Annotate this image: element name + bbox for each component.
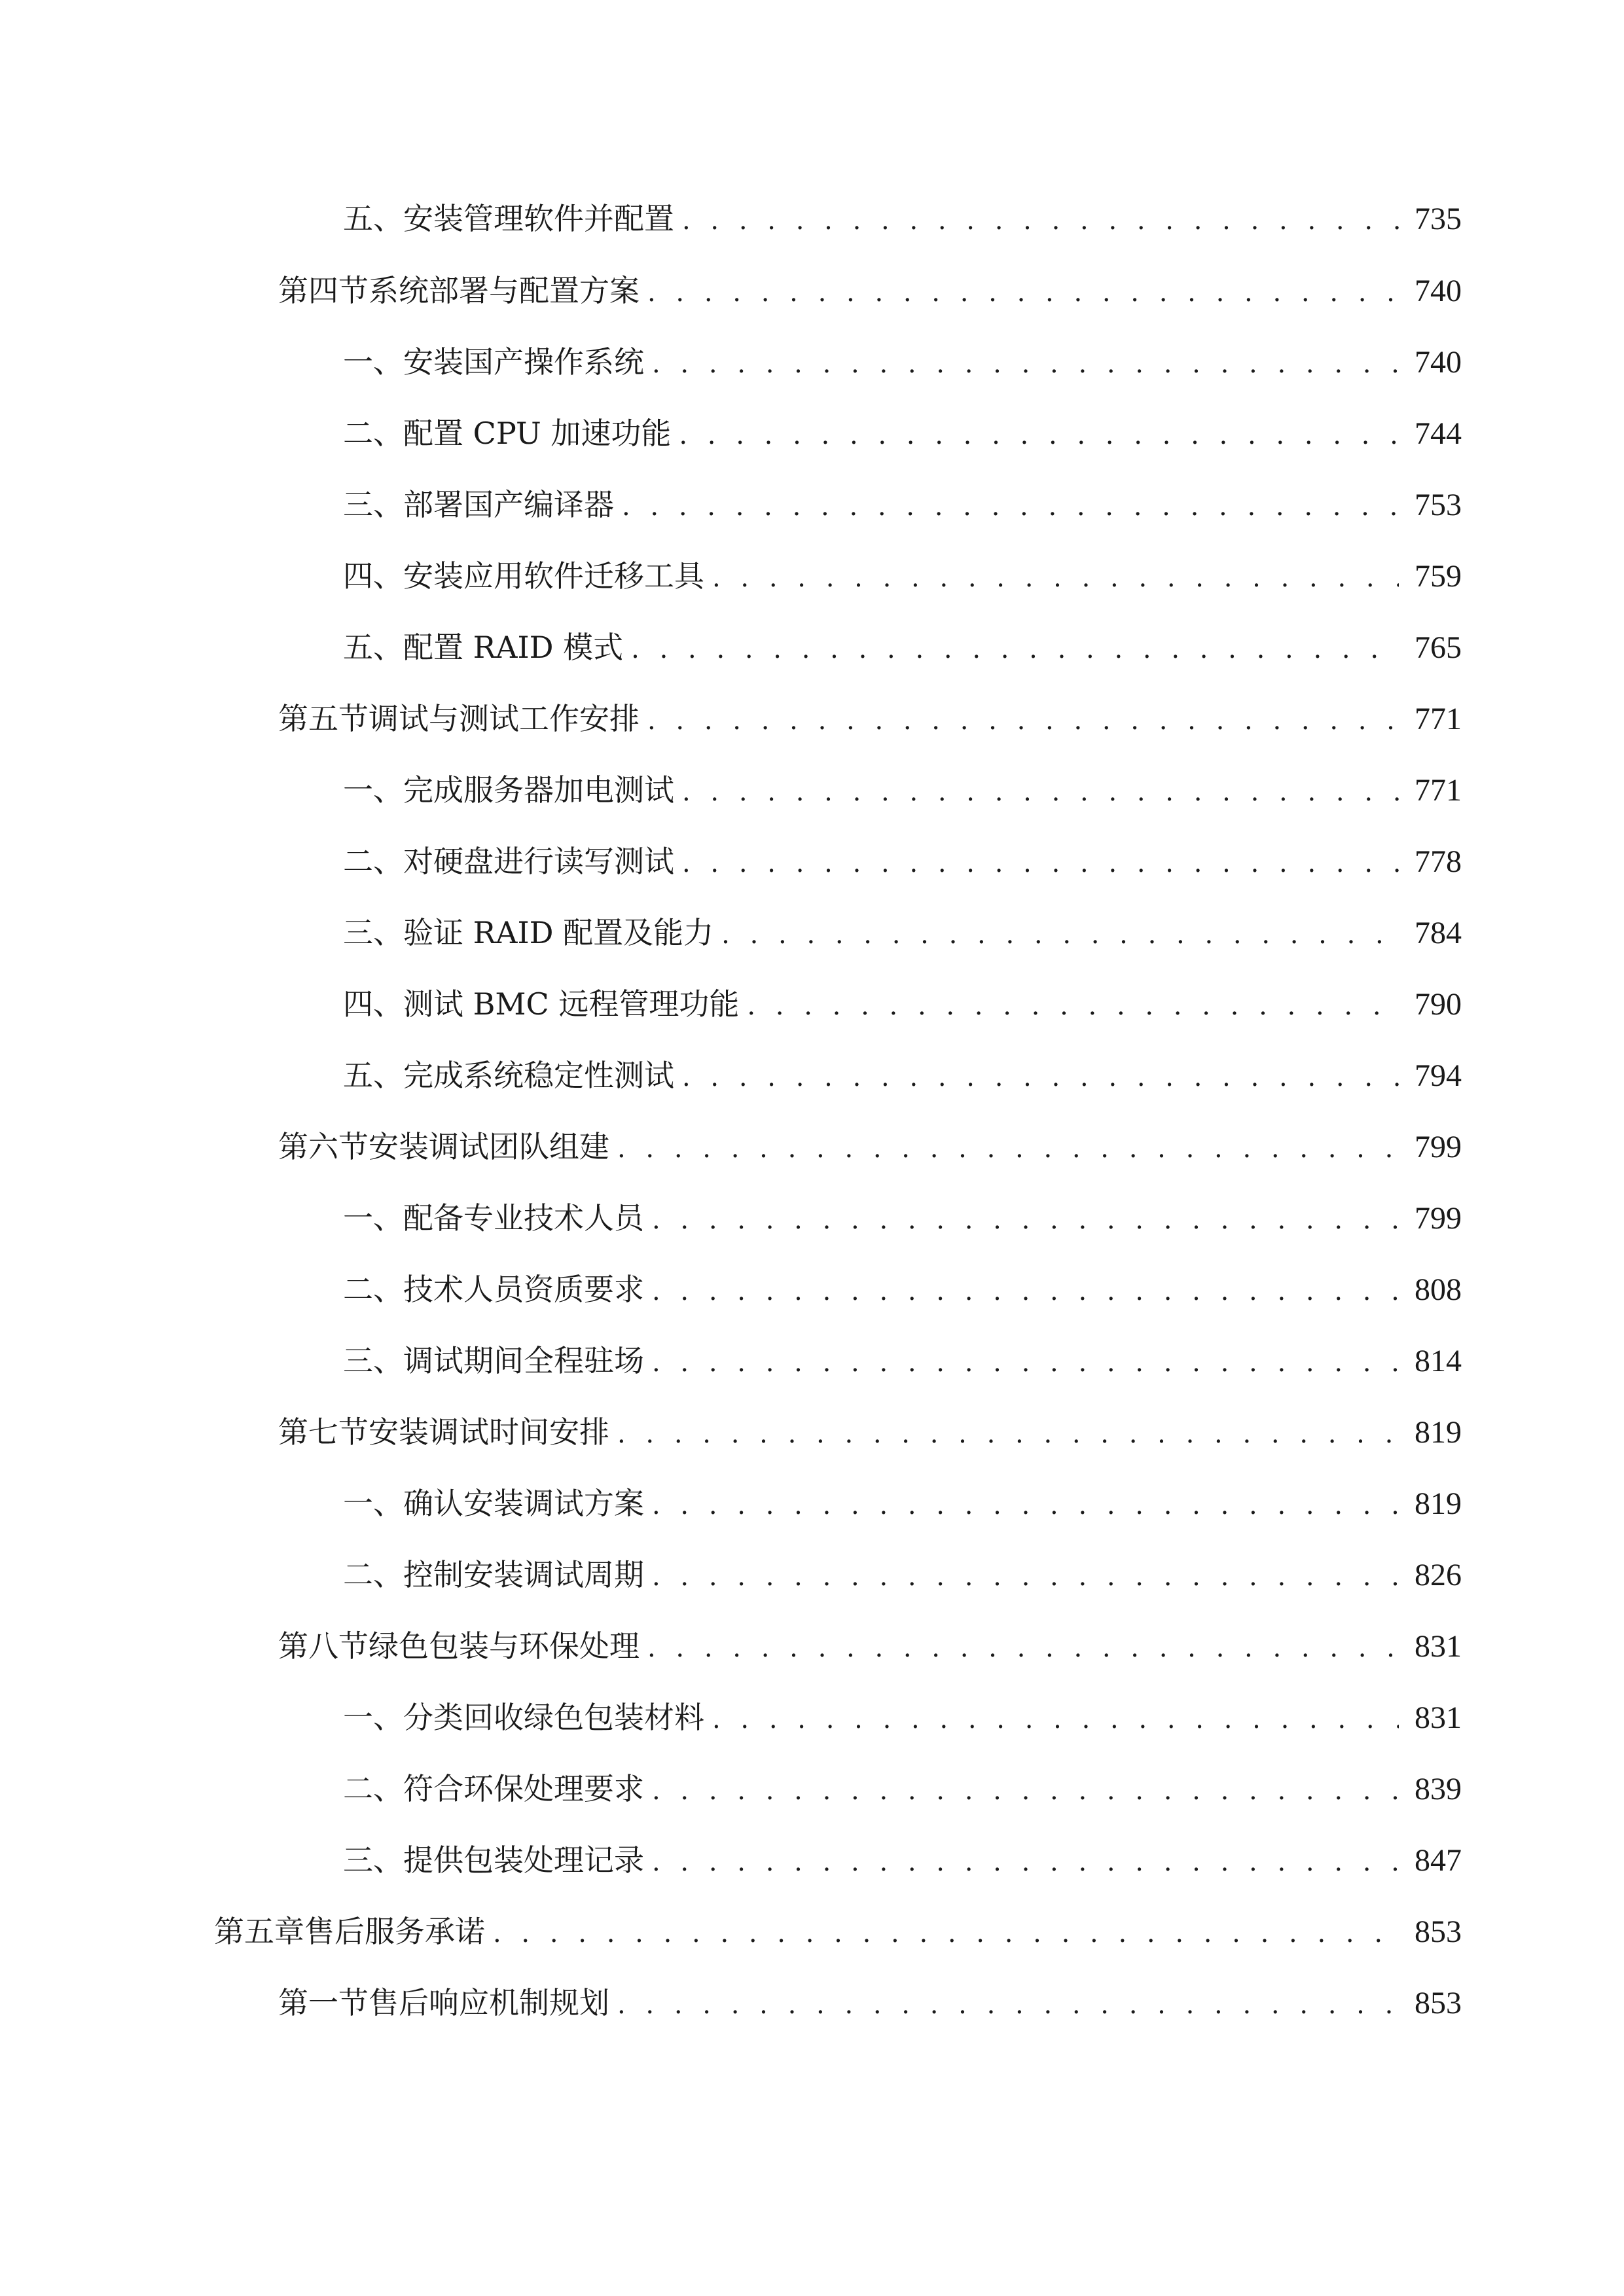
entry-number: 二、 bbox=[343, 1557, 403, 1592]
toc-entry[interactable] bbox=[343, 1763, 1462, 1815]
toc-entry[interactable] bbox=[278, 1121, 1462, 1173]
entry-number: 第一节 bbox=[278, 1985, 369, 2020]
entry-title: 安装国产操作系统 bbox=[403, 344, 644, 380]
entry-number: 五、 bbox=[343, 1058, 403, 1093]
dot-leader bbox=[652, 1765, 1399, 1817]
dot-leader bbox=[682, 1051, 1399, 1103]
dot-leader bbox=[682, 766, 1399, 818]
entry-number: 第七节 bbox=[278, 1414, 369, 1450]
entry-number: 五、 bbox=[343, 201, 403, 236]
entry-page-number: 740 bbox=[1415, 274, 1462, 308]
entry-page-number: 819 bbox=[1415, 1415, 1462, 1450]
toc-entry[interactable] bbox=[278, 1620, 1462, 1672]
entry-number: 第五节 bbox=[278, 701, 369, 736]
entry-page-number: 839 bbox=[1415, 1772, 1462, 1806]
toc-entry[interactable] bbox=[343, 978, 1462, 1030]
dot-leader bbox=[652, 1336, 1399, 1389]
entry-title: 分类回收绿色包装材料 bbox=[403, 1700, 704, 1735]
entry-number: 三、 bbox=[343, 915, 403, 950]
dot-leader bbox=[631, 623, 1399, 675]
entry-title: 售后响应机制规划 bbox=[369, 1985, 609, 2020]
toc-entry[interactable] bbox=[343, 1477, 1462, 1530]
entry-title: 调试期间全程驻场 bbox=[403, 1343, 644, 1378]
dot-leader bbox=[652, 1194, 1399, 1246]
toc-entry[interactable] bbox=[278, 1406, 1462, 1458]
entry-number: 一、 bbox=[343, 344, 403, 380]
dot-leader bbox=[682, 194, 1399, 247]
entry-number: 二、 bbox=[343, 1272, 403, 1307]
toc-entry[interactable] bbox=[343, 764, 1462, 816]
entry-number: 三、 bbox=[343, 1343, 403, 1378]
entry-title: 调试与测试工作安排 bbox=[369, 701, 640, 736]
entry-page-number: 799 bbox=[1415, 1130, 1462, 1164]
toc-entry[interactable] bbox=[343, 1263, 1462, 1316]
toc-entry[interactable] bbox=[343, 1192, 1462, 1244]
dot-leader bbox=[652, 1836, 1399, 1888]
toc-entry[interactable] bbox=[343, 621, 1462, 673]
entry-page-number: 778 bbox=[1415, 844, 1462, 879]
dot-leader bbox=[712, 552, 1399, 604]
entry-title: 完成系统稳定性测试 bbox=[403, 1058, 674, 1093]
toc-entry[interactable] bbox=[343, 1549, 1462, 1601]
toc-entry[interactable] bbox=[343, 550, 1462, 602]
dot-leader bbox=[652, 1265, 1399, 1318]
entry-page-number: 744 bbox=[1415, 416, 1462, 451]
entry-page-number: 853 bbox=[1415, 1986, 1462, 2020]
toc-entry[interactable] bbox=[343, 336, 1462, 388]
entry-number: 二、 bbox=[343, 1771, 403, 1806]
dot-leader bbox=[652, 1479, 1399, 1532]
dot-leader bbox=[652, 338, 1399, 390]
entry-page-number: 808 bbox=[1415, 1272, 1462, 1307]
entry-number: 一、 bbox=[343, 1486, 403, 1521]
toc-entry[interactable] bbox=[343, 835, 1462, 888]
entry-page-number: 794 bbox=[1415, 1058, 1462, 1093]
entry-page-number: 819 bbox=[1415, 1486, 1462, 1521]
dot-leader bbox=[747, 980, 1399, 1032]
entry-title: 售后服务承诺 bbox=[304, 1914, 485, 1949]
entry-page-number: 759 bbox=[1415, 559, 1462, 594]
dot-leader bbox=[617, 1979, 1399, 2031]
entry-title: 配备专业技术人员 bbox=[403, 1200, 644, 1236]
entry-number: 第八节 bbox=[278, 1628, 369, 1664]
entry-number: 一、 bbox=[343, 772, 403, 808]
entry-page-number: 853 bbox=[1415, 1914, 1462, 1949]
dot-leader bbox=[647, 1622, 1399, 1674]
entry-page-number: 831 bbox=[1415, 1700, 1462, 1735]
entry-title: 安装调试时间安排 bbox=[369, 1414, 609, 1450]
entry-title: 验证 RAID 配置及能力 bbox=[403, 915, 714, 950]
entry-title: 配置 CPU 加速功能 bbox=[403, 416, 672, 451]
dot-leader bbox=[652, 1551, 1399, 1603]
entry-title: 安装管理软件并配置 bbox=[403, 201, 674, 236]
entry-number: 三、 bbox=[343, 487, 403, 522]
entry-title: 对硬盘进行读写测试 bbox=[403, 844, 674, 879]
dot-leader bbox=[493, 1907, 1399, 1960]
entry-title: 安装调试团队组建 bbox=[369, 1129, 609, 1164]
entry-title: 安装应用软件迁移工具 bbox=[403, 558, 704, 594]
toc-entry[interactable] bbox=[343, 1834, 1462, 1886]
toc-entry[interactable] bbox=[343, 1691, 1462, 1744]
toc-entry[interactable] bbox=[343, 192, 1462, 245]
entry-page-number: 831 bbox=[1415, 1629, 1462, 1664]
entry-number: 五、 bbox=[343, 630, 403, 665]
entry-number: 一、 bbox=[343, 1700, 403, 1735]
toc-entry[interactable] bbox=[343, 407, 1462, 459]
dot-leader bbox=[712, 1693, 1399, 1746]
dot-leader bbox=[622, 480, 1399, 533]
entry-title: 控制安装调试周期 bbox=[403, 1557, 644, 1592]
entry-title: 完成服务器加电测试 bbox=[403, 772, 674, 808]
toc-entry[interactable] bbox=[278, 264, 1462, 317]
entry-number: 第四节 bbox=[278, 273, 369, 308]
entry-number: 四、 bbox=[343, 558, 403, 594]
entry-title: 符合环保处理要求 bbox=[403, 1771, 644, 1806]
entry-page-number: 814 bbox=[1415, 1344, 1462, 1378]
dot-leader bbox=[682, 837, 1399, 889]
entry-title: 测试 BMC 远程管理功能 bbox=[403, 986, 740, 1022]
toc-entry[interactable] bbox=[214, 1905, 1462, 1958]
toc-entry[interactable] bbox=[278, 692, 1462, 745]
entry-page-number: 771 bbox=[1415, 773, 1462, 808]
dot-leader bbox=[647, 266, 1399, 319]
dot-leader bbox=[617, 1408, 1399, 1460]
toc-entry[interactable] bbox=[343, 1049, 1462, 1102]
entry-page-number: 771 bbox=[1415, 702, 1462, 736]
entry-number: 第五章 bbox=[214, 1914, 304, 1949]
entry-title: 系统部署与配置方案 bbox=[369, 273, 640, 308]
toc-entry[interactable] bbox=[278, 1977, 1462, 2029]
dot-leader bbox=[647, 694, 1399, 747]
entry-number: 第六节 bbox=[278, 1129, 369, 1164]
entry-page-number: 740 bbox=[1415, 345, 1462, 380]
dot-leader bbox=[617, 1122, 1399, 1175]
entry-number: 二、 bbox=[343, 416, 403, 451]
toc-entry[interactable] bbox=[343, 906, 1462, 959]
entry-number: 三、 bbox=[343, 1842, 403, 1878]
entry-title: 配置 RAID 模式 bbox=[403, 630, 624, 665]
dot-leader bbox=[721, 908, 1399, 961]
toc-entry[interactable] bbox=[343, 478, 1462, 531]
entry-number: 四、 bbox=[343, 986, 403, 1022]
dot-leader bbox=[679, 409, 1399, 461]
entry-number: 一、 bbox=[343, 1200, 403, 1236]
entry-title: 确认安装调试方案 bbox=[403, 1486, 644, 1521]
entry-title: 部署国产编译器 bbox=[403, 487, 614, 522]
entry-number: 二、 bbox=[343, 844, 403, 879]
entry-page-number: 826 bbox=[1415, 1558, 1462, 1592]
entry-page-number: 790 bbox=[1415, 987, 1462, 1022]
entry-title: 提供包装处理记录 bbox=[403, 1842, 644, 1878]
entry-title: 绿色包装与环保处理 bbox=[369, 1628, 640, 1664]
entry-page-number: 847 bbox=[1415, 1843, 1462, 1878]
entry-page-number: 784 bbox=[1415, 916, 1462, 950]
entry-page-number: 735 bbox=[1415, 202, 1462, 236]
entry-page-number: 753 bbox=[1415, 488, 1462, 522]
entry-page-number: 765 bbox=[1415, 630, 1462, 665]
entry-page-number: 799 bbox=[1415, 1201, 1462, 1236]
toc-entry[interactable] bbox=[343, 1335, 1462, 1387]
entry-title: 技术人员资质要求 bbox=[403, 1272, 644, 1307]
